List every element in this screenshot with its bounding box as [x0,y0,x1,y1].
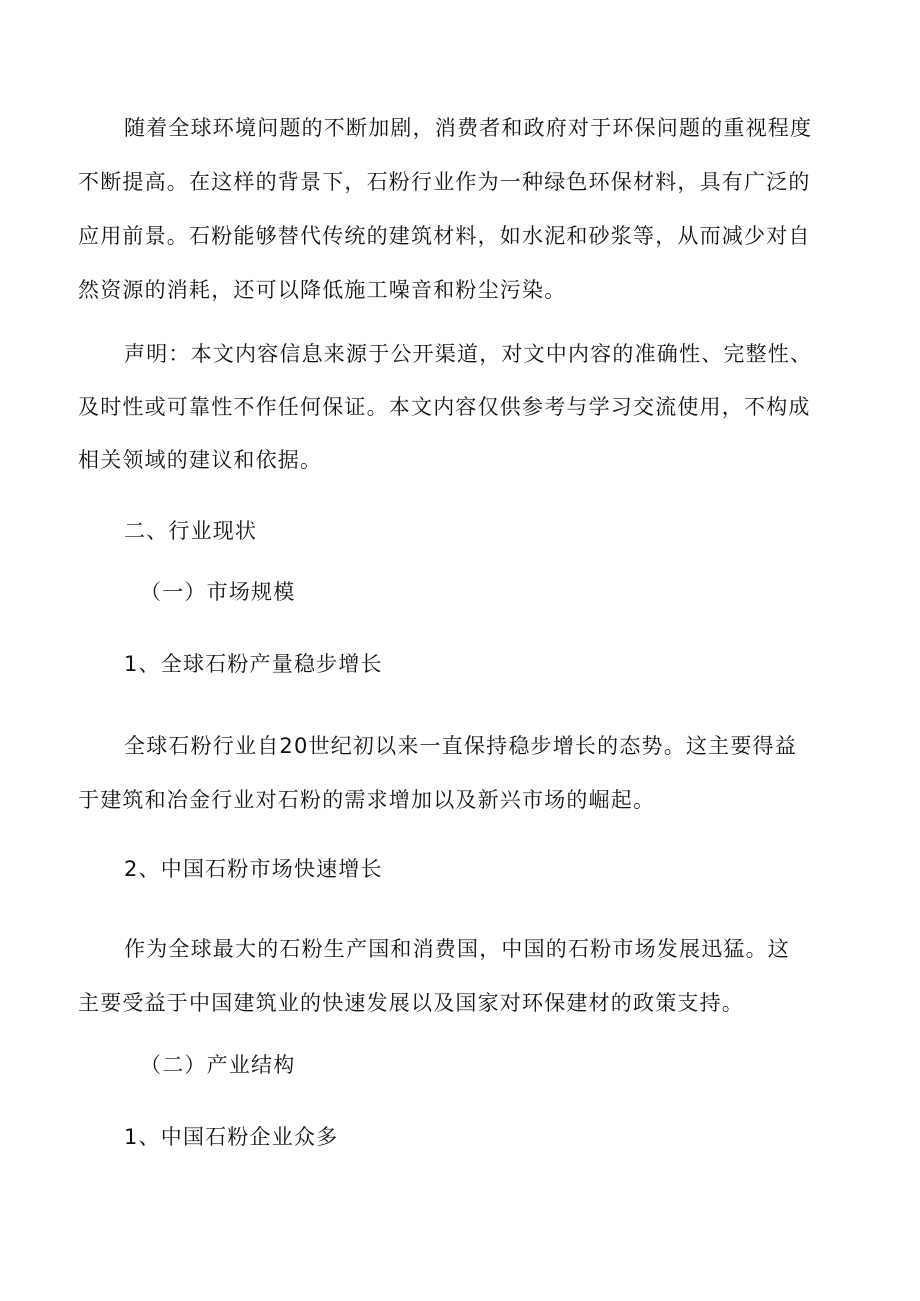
disclaimer-line: 及时性或可靠性不作任何保证。本文内容仅供参考与学习交流使用，不构成 [78,395,811,419]
section-heading: 二、行业现状 [124,519,258,543]
paragraph-line: 主要受益于中国建筑业的快速发展以及国家对环保建材的政策支持。 [78,991,744,1015]
disclaimer-line: 相关领域的建议和依据。 [78,448,323,472]
paragraph-line: 全球石粉行业自20世纪初以来一直保持稳步增长的态势。这主要得益 [124,734,797,758]
paragraph-line: 随着全球环境问题的不断加剧，消费者和政府对于环保问题的重视程度 [124,116,813,140]
item-heading: 1、全球石粉产量稳步增长 [124,652,383,676]
paragraph-line: 应用前景。石粉能够替代传统的建筑材料，如水泥和砂浆等，从而减少对自 [78,224,811,248]
disclaimer-line: 声明：本文内容信息来源于公开渠道，对文中内容的准确性、完整性、 [124,342,813,366]
paragraph-line: 于建筑和冶金行业对石粉的需求增加以及新兴市场的崛起。 [78,788,656,812]
item-heading: 2、中国石粉市场快速增长 [124,857,383,881]
subsection-heading: （一）市场规模 [140,580,296,604]
subsection-heading: （二）产业结构 [140,1053,296,1077]
item-heading: 1、中国石粉企业众多 [124,1125,339,1149]
paragraph-line: 作为全球最大的石粉生产国和消费国，中国的石粉市场发展迅猛。这 [124,937,790,961]
paragraph-line: 然资源的消耗，还可以降低施工噪音和粉尘污染。 [78,278,567,302]
paragraph-line: 不断提高。在这样的背景下，石粉行业作为一种绿色环保材料，具有广泛的 [78,170,811,194]
